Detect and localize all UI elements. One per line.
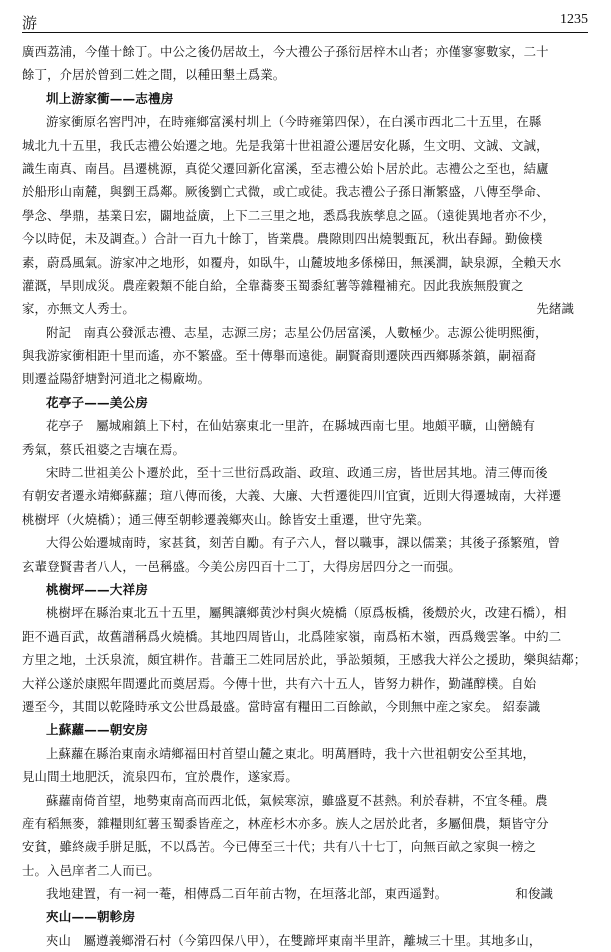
body-text: 遷至今，其間以乾隆時承文公世爲最盛。當時富有糧田二百餘畝，今則無中産之家矣。 xyxy=(22,698,499,714)
section-heading: 花亭子——美公房 xyxy=(46,394,148,410)
body-line: 玄輩登賢書者八人，一邑稱盛。今美公房四百十二丁，大得房居四分之一而强。 xyxy=(22,558,461,574)
body-line: 安貧，雖終歲手胼足胝，不以爲苦。今已傳至三十代；共有八十七丁，向無百畝之家與一榜之 xyxy=(22,839,537,855)
body-line: 桃樹坪在縣治東北五十五里，屬興讓鄉黄沙村與火燒橋（原爲板橋，後燬於火，改建石橋），相 xyxy=(46,605,567,621)
body-line: 有朝安者遷永靖鄉蘇蘿；瑄八傳而後，大義、大廉、大哲遷徙四川宜賓，近則大得遷城南，大祥遷 xyxy=(22,488,562,504)
body-line: 士。入邑庠者二人而已。 xyxy=(22,862,160,878)
body-text: 我地建置，有一祠一菴，相傳爲二百年前古物，在垣落北部，東西遥對。 xyxy=(46,886,448,902)
body-line: 方里之地，土沃泉流，頗宜耕作。昔蕭王二姓同居於此，爭訟頻頻，王感我大祥公之援助，樂與結鄰； xyxy=(22,652,587,668)
body-line: 於船形山南麓，與劉王爲鄰。厥後劉亡式微，或亡或徒。我志禮公子孫日漸繁盛，八傳至學命、 xyxy=(22,184,549,200)
body-line: 宋時二世祖美公卜遷於此，至十三世衍爲政詣、政瑄、政通三房，皆世居其地。清三傳而後 xyxy=(46,465,548,481)
page-body xyxy=(22,40,588,952)
body-line: 産有稻無麥，雜糧則紅薯玉蜀黍皆産之，林産杉木亦多。族人之居於此者，多屬佃農，類皆守分 xyxy=(22,815,549,831)
body-line: 花亭子 屬城廂鎮上下村，在仙姑寨東北一里許，在縣城西南七里。地頗平曠，山巒饒有 xyxy=(46,418,536,434)
body-line: 上蘇蘿在縣治東南永靖鄉福田村首望山麓之東北。明萬曆時，我十六世祖朝安公至其地， xyxy=(46,745,536,761)
body-line: 廣西荔浦，今僅十餘丁。中公之後仍居故土，今大禮公子孫衍居梓木山者；亦僅寥寥數家，二十 xyxy=(22,44,549,59)
author-signature: 先緒識 xyxy=(536,301,574,317)
body-line: 蘇蘿南倚首望，地勢東南高而西北低，氣候寒涼，雖盛夏不甚熱。利於春耕，不宜冬種。農 xyxy=(46,792,548,808)
body-line: 附記 南真公發派志禮、志星，志源三房；志星公仍居富溪，人數極少。志源公徙明熙衝， xyxy=(46,324,548,340)
body-line: 見山間土地肥沃，流泉四布，宜於農作，遂家焉。 xyxy=(22,769,298,785)
body-line: 城北九十五里，我氏志禮公始遷之地。先是我第十世祖證公遷居安化縣，生文明、文誠、文誠， xyxy=(22,137,549,153)
body-line: 大得公始遷城南時，家甚貧，刻苦自勵。有子六人，督以職事，課以儒業；其後子孫繁殖，曾 xyxy=(46,535,561,551)
body-line: 灌溉，旱則成災。農産穀類不能自給，全靠蕎麥玉蜀黍紅薯等雜糧補充。因此我族無殷實之 xyxy=(22,277,524,293)
section-heading: 上蘇蘿——朝安房 xyxy=(46,722,148,738)
body-line: 桃樹坪（火燒橋）；通三傳至朝軫遷義鄉夾山。餘皆安土重遷，世守先業。 xyxy=(22,511,430,527)
running-title: 游 xyxy=(22,14,38,32)
body-line: 今以時促，未及調查。）合計一百九十餘丁，皆業農。農隙則四出燒製甄瓦，秋出春歸。勤儉樸 xyxy=(22,231,543,247)
section-heading: 圳上游家衝——志禮房 xyxy=(46,90,174,106)
document-page xyxy=(22,0,588,948)
page-header xyxy=(22,6,588,33)
body-line xyxy=(22,882,588,905)
body-line: 大祥公遂於康熙年間遷此而奠居焉。今傳十世，共有六十五人，皆努力耕作，勤謹醇樸。自始 xyxy=(22,675,537,691)
body-line: 識生南真、南昌。昌遷桃源，真從父遷回新化富溪，至志禮公始卜居於此。志禮公之至也，結廬 xyxy=(22,160,549,176)
body-line: 秀氣，蔡氏祖婆之吉壤在焉。 xyxy=(22,441,186,457)
body-line: 素，蔚爲風氣。游家冲之地形，如覆舟，如臥牛，山麓坡地多係梯田，無溪澗，缺泉源，全賴天水 xyxy=(22,254,562,270)
body-line: 距不過百武，故舊譜稱爲火燒橋。其地四周皆山，北爲陸家嶺，南爲柘木嶺，西爲幾雲峯。中約二 xyxy=(22,628,562,644)
author-signature: 紹泰識 xyxy=(502,698,541,714)
section-heading: 桃樹坪——大祥房 xyxy=(46,581,148,597)
body-line: 夾山 屬遵義鄉滑石村（今第四保八甲），在雙蹄坪東南半里許，離城三十里。其地多山， xyxy=(46,932,542,948)
body-line: 游家衝原名窖門冲，在時雍鄉富溪村圳上（今時雍第四保），在白溪市西北二十五里，在縣 xyxy=(46,114,542,130)
body-line: 則遷益陽舒塘對河逍北之楊廠坳。 xyxy=(22,371,211,387)
body-line xyxy=(22,297,588,320)
author-signature: 和俊識 xyxy=(515,886,554,902)
body-line: 與我游家衝相距十里而遙，亦不繁盛。至十傳舉而遠徙。嗣賢裔則遷陝西西鄉縣茶鎮，嗣福裔 xyxy=(22,348,537,364)
body-line: 餘丁，介居於曾到二姓之間，以種田墾土爲業。 xyxy=(22,67,286,83)
body-line: 學念、學鼎，基業日宏，闢地益廣，上下二三里之地，悉爲我族孳息之區。（遠徙異地者亦不少， xyxy=(22,207,556,223)
body-text: 家，亦無文人秀士。 xyxy=(22,301,135,317)
section-heading: 夾山——朝軫房 xyxy=(46,909,136,925)
page-number: 1235 xyxy=(560,12,588,27)
body-line xyxy=(22,695,588,718)
